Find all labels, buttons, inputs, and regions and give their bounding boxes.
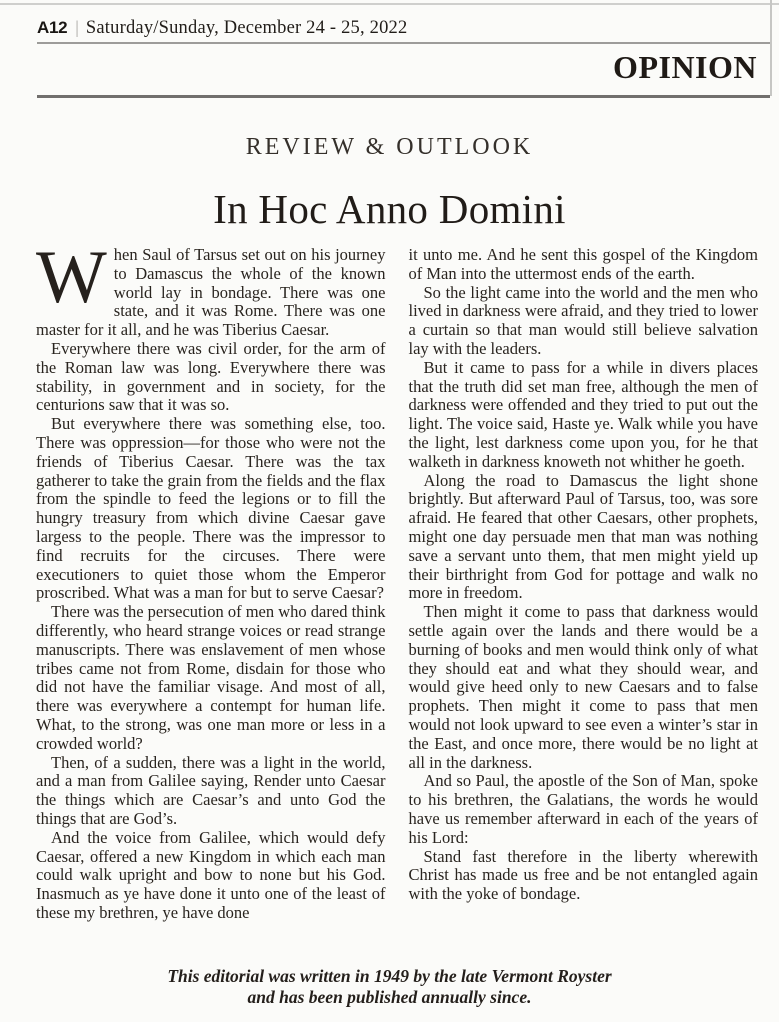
article-kicker: REVIEW & OUTLOOK (245, 134, 534, 160)
paragraph-text: hen Saul of Tarsus set out on his journey to Damascus the whole of the known world lay in bondage. There was one state, and it was Rome. There was one master for it all, and he was Tiberius Caesar. (36, 246, 386, 340)
article-paragraph: Everywhere there was civil order, for the arm of the Roman law was long. Everywhere there was stability, in government and in society, for the centurions saw that it was so. (36, 338, 386, 415)
page-edge-rule (770, 0, 772, 96)
credit-line: and has been published annually since. (247, 987, 532, 1007)
section-row (37, 49, 757, 86)
article-paragraph: Then might it come to pass that darkness would settle again over the lands and there would be a burning of books and men would think only of what they should eat and what they should wear, and would give heed only to new Caesars and to false prophets. Then might it come to pass that men would not look upward to see even a winter’s star in the East, and once more, there would be no light at all in the darkness. (408, 602, 758, 772)
article-paragraph: And so Paul, the apostle of the Son of Man, spoke to his brethren, the Galatians, the words he would have us remember afterward in each of the years of his Lord: (408, 771, 758, 847)
page-number: A12 (37, 18, 68, 37)
dropcap-letter: W (36, 246, 107, 319)
article-body (36, 246, 758, 962)
credit-line: This editorial was written in 1949 by the late Vermont Royster (167, 966, 612, 986)
article-paragraph: And the voice from Galilee, which would defy Caesar, offered a new Kingdom in which each man could walk upright and bow to none but his God. Inasmuch as ye have done it unto one of the least of these my brethren, ye have done (36, 827, 386, 922)
article-paragraph: But everywhere there was something else, too. There was oppression—for those who were not the friends of Tiberius Caesar. There was the tax gatherer to take the grain from the fields and the flax from the spindle to feed the legions or to fill the hungry treasury from which divine Caesar gave largess to the people. There was the impressor to find recruits for the circuses. There were executioners to quiet those whom the Emperor proscribed. What was a man for but to serve Caesar? (36, 414, 386, 603)
section-title: OPINION (613, 49, 757, 85)
article-column-left (36, 246, 386, 962)
article-paragraph: Along the road to Damascus the light shone brightly. But afterward Paul of Tarsus, too, was sore afraid. He feared that other Caesars, other prophets, might one day persuade men that man was nothing save a servant unto them, that men might yield up their birthright from God for pottage and walk no more in freedom. (408, 470, 758, 603)
article-paragraph: Stand fast therefore in the liberty wherewith Christ has made us free and be not entangled again with the yoke of bondage. (408, 846, 758, 904)
article-paragraph: There was the persecution of men who dared think differently, who heard strange voices or read strange manuscripts. There was enslavement of men whose tribes came not from Rome, disdain for those who did not have the familiar visage. And most of all, there was everywhere a contempt for human life. What, to the strong, was one man more or less in a crowded world? (36, 602, 386, 753)
separator-glyph: | (75, 17, 79, 37)
article-paragraph: Then, of a sudden, there was a light in the world, and a man from Galilee saying, Render unto Caesar the things which are Caesar’s and unto God the things that are God’s. (36, 752, 386, 828)
masthead-rule (37, 42, 770, 44)
article-paragraph (36, 246, 386, 340)
editorial-credit (0, 966, 779, 1008)
top-border-rule (0, 3, 779, 5)
section-rule (37, 95, 770, 98)
masthead-row (37, 17, 407, 39)
article-paragraph: So the light came into the world and the men who lived in darkness were afraid, and they tried to lower a curtain so that man would still believe salvation lay with the leaders. (408, 282, 758, 358)
article-paragraph: But it came to pass for a while in divers places that the truth did set man free, although the men of darkness were offended and they tried to put out the light. The voice said, Haste ye. Walk while you have the light, lest darkness come upon you, for he that walketh in darkness knoweth not whither he goeth. (408, 357, 758, 471)
article-column-right (409, 246, 759, 962)
article-title: In Hoc Anno Domini (213, 186, 566, 232)
article-paragraph: it unto me. And he sent this gospel of the Kingdom of Man into the uttermost ends of the earth. (408, 246, 758, 283)
page-date: Saturday/Sunday, December 24 - 25, 2022 (85, 18, 408, 38)
